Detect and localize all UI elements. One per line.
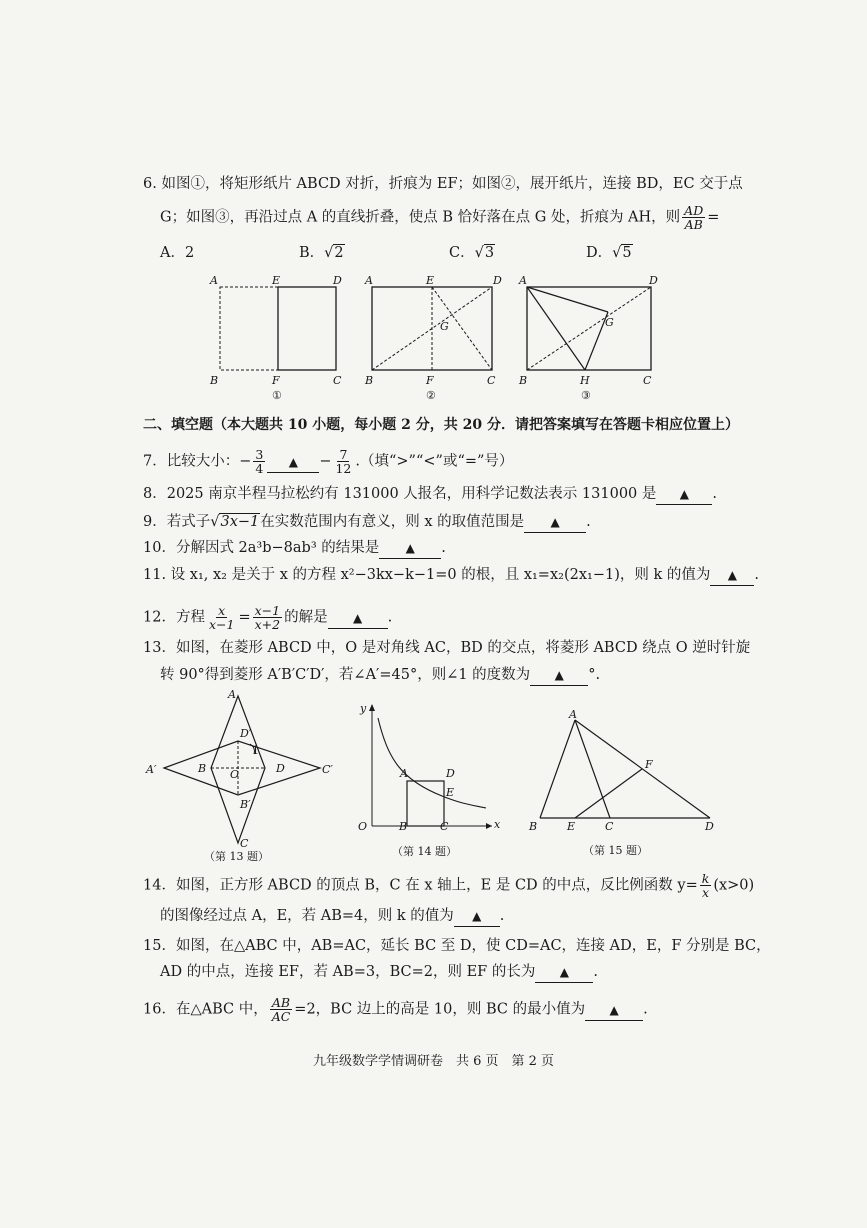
- svg-text:A: A: [569, 708, 577, 721]
- q6-figure-1: [205, 272, 345, 407]
- q7: 7．比较大小：− $\frac{3}{4}$ ▲ − $\frac{7}{12}$ .（填“>”“<”或“=”号）: [143, 447, 514, 476]
- q15-line2: AD 的中点，连接 EF，若 AB=3，BC=2，则 EF 的长为 ▲ .: [160, 962, 598, 983]
- svg-text:A′: A′: [146, 763, 157, 776]
- svg-text:E: E: [426, 274, 435, 287]
- q14-answer-blank: ▲: [454, 906, 500, 927]
- q6-option-a: A．2: [160, 245, 195, 261]
- svg-text:A: A: [365, 274, 373, 287]
- q6-line1: 6. 如图①，将矩形纸片 ABCD 对折，折痕为 EF；如图②，展开纸片，连接 BD，EC 交于点: [143, 176, 743, 192]
- svg-text:A: A: [400, 767, 408, 780]
- q8: 8．2025 南京半程马拉松约有 131000 人报名，用科学记数法表示 131000 是 ▲ .: [143, 484, 717, 505]
- svg-text:F: F: [645, 758, 653, 771]
- q6-line2: G；如图③，再沿过点 A 的直线折叠，使点 B 恰好落在点 G 处，折痕为 AH，则 $\frac{AD}{AB}$ =: [160, 203, 720, 232]
- svg-text:D: D: [333, 274, 342, 287]
- q16-answer-blank: ▲: [585, 1000, 643, 1021]
- svg-text:D′: D′: [240, 727, 252, 740]
- svg-text:B: B: [529, 820, 538, 833]
- svg-text:B: B: [365, 374, 374, 387]
- svg-text:D: D: [649, 274, 658, 287]
- svg-text:G: G: [605, 316, 614, 329]
- q13-figure: [140, 688, 340, 863]
- svg-text:y: y: [360, 702, 367, 715]
- fig13-caption: （第 13 题）: [204, 850, 269, 863]
- q11: 11. 设 x₁, x₂ 是关于 x 的方程 x²−3kx−k−1=0 的根，且 x₁=x₂(2x₁−1)，则 k 的值为 ▲ .: [143, 565, 759, 586]
- q12-answer-blank: ▲: [328, 608, 388, 629]
- q6-option-c: C．√3: [449, 245, 495, 261]
- svg-text:E: E: [272, 274, 281, 287]
- svg-text:C: C: [333, 374, 342, 387]
- svg-text:D: D: [493, 274, 502, 287]
- q6-fraction: $\frac{AD}{AB}$: [684, 203, 704, 232]
- fig1-label: ①: [272, 389, 282, 402]
- q7-answer-blank: ▲: [267, 452, 319, 473]
- q6-option-b: B．√2: [299, 245, 344, 261]
- q10-answer-blank: ▲: [379, 538, 441, 559]
- fig15-caption: （第 15 题）: [583, 844, 648, 857]
- svg-text:B′: B′: [240, 798, 251, 811]
- q14-line1: 14．如图，正方形 ABCD 的顶点 B，C 在 x 轴上，E 是 CD 的中点，反比例函数 y= $\frac{k}{x}$ (x>0): [143, 871, 755, 900]
- q13-line2: 转 90°得到菱形 A′B′C′D′，若∠A′=45°，则∠1 的度数为 ▲ °.: [160, 665, 600, 686]
- svg-text:F: F: [426, 374, 434, 387]
- fig3-label: ③: [581, 389, 591, 402]
- svg-text:O: O: [230, 768, 240, 781]
- fig2-label: ②: [426, 389, 436, 402]
- svg-text:D: D: [446, 767, 455, 780]
- q10: 10．分解因式 2a³b−8ab³ 的结果是 ▲ .: [143, 538, 446, 559]
- svg-text:B: B: [399, 820, 408, 833]
- svg-text:D: D: [705, 820, 714, 833]
- q13-answer-blank: ▲: [530, 665, 588, 686]
- q15-figure: [525, 700, 725, 865]
- svg-text:A: A: [228, 688, 236, 701]
- svg-text:C′: C′: [322, 763, 333, 776]
- page-footer: 九年级数学学情调研卷 共 6 页 第 2 页: [312, 1054, 555, 1069]
- q14-line2: 的图像经过点 A，E，若 AB=4，则 k 的值为 ▲ .: [160, 906, 504, 927]
- svg-text:E: E: [446, 786, 455, 799]
- q9: 9．若式子√3x−1在实数范围内有意义，则 x 的取值范围是 ▲ .: [143, 512, 591, 533]
- svg-text:B: B: [198, 762, 207, 775]
- q15-line1: 15．如图，在△ABC 中，AB=AC，延长 BC 至 D，使 CD=AC，连接 AD，E，F 分别是 BC，: [143, 938, 771, 954]
- q11-answer-blank: ▲: [710, 565, 754, 586]
- q14-figure: [352, 700, 507, 865]
- q8-answer-blank: ▲: [656, 484, 712, 505]
- q12: 12．方程 $\frac{x}{x-1}$ = $\frac{x-1}{x+2}$ 的解是 ▲ .: [143, 603, 393, 632]
- svg-text:O: O: [358, 820, 368, 833]
- svg-text:E: E: [567, 820, 576, 833]
- svg-text:B: B: [210, 374, 219, 387]
- svg-text:G: G: [440, 320, 449, 333]
- svg-text:A: A: [210, 274, 218, 287]
- q6-figure-3: [515, 272, 665, 407]
- svg-text:C: C: [440, 820, 449, 833]
- q9-answer-blank: ▲: [524, 512, 586, 533]
- svg-text:F: F: [272, 374, 280, 387]
- svg-text:x: x: [494, 818, 501, 831]
- q13-line1: 13．如图，在菱形 ABCD 中，O 是对角线 AC，BD 的交点，将菱形 ABCD 绕点 O 逆时针旋: [143, 640, 751, 656]
- fig14-caption: （第 14 题）: [392, 845, 457, 858]
- section-2-heading: 二、填空题（本大题共 10 小题，每小题 2 分，共 20 分．请把答案填写在答题卡相应位置上）: [143, 417, 739, 433]
- q15-answer-blank: ▲: [535, 962, 593, 983]
- q6-option-d: D．√5: [586, 245, 632, 261]
- svg-text:B: B: [519, 374, 528, 387]
- svg-text:C: C: [240, 837, 249, 850]
- svg-text:C: C: [643, 374, 652, 387]
- svg-text:1: 1: [252, 744, 259, 757]
- svg-text:C: C: [605, 820, 614, 833]
- q16: 16．在△ABC 中， $\frac{AB}{AC}$ =2，BC 边上的高是 10，则 BC 的最小值为 ▲ .: [143, 995, 648, 1024]
- q6-figure-2: [362, 272, 507, 407]
- svg-text:C: C: [487, 374, 496, 387]
- svg-text:H: H: [580, 374, 590, 387]
- svg-text:A: A: [519, 274, 527, 287]
- svg-text:D: D: [276, 762, 285, 775]
